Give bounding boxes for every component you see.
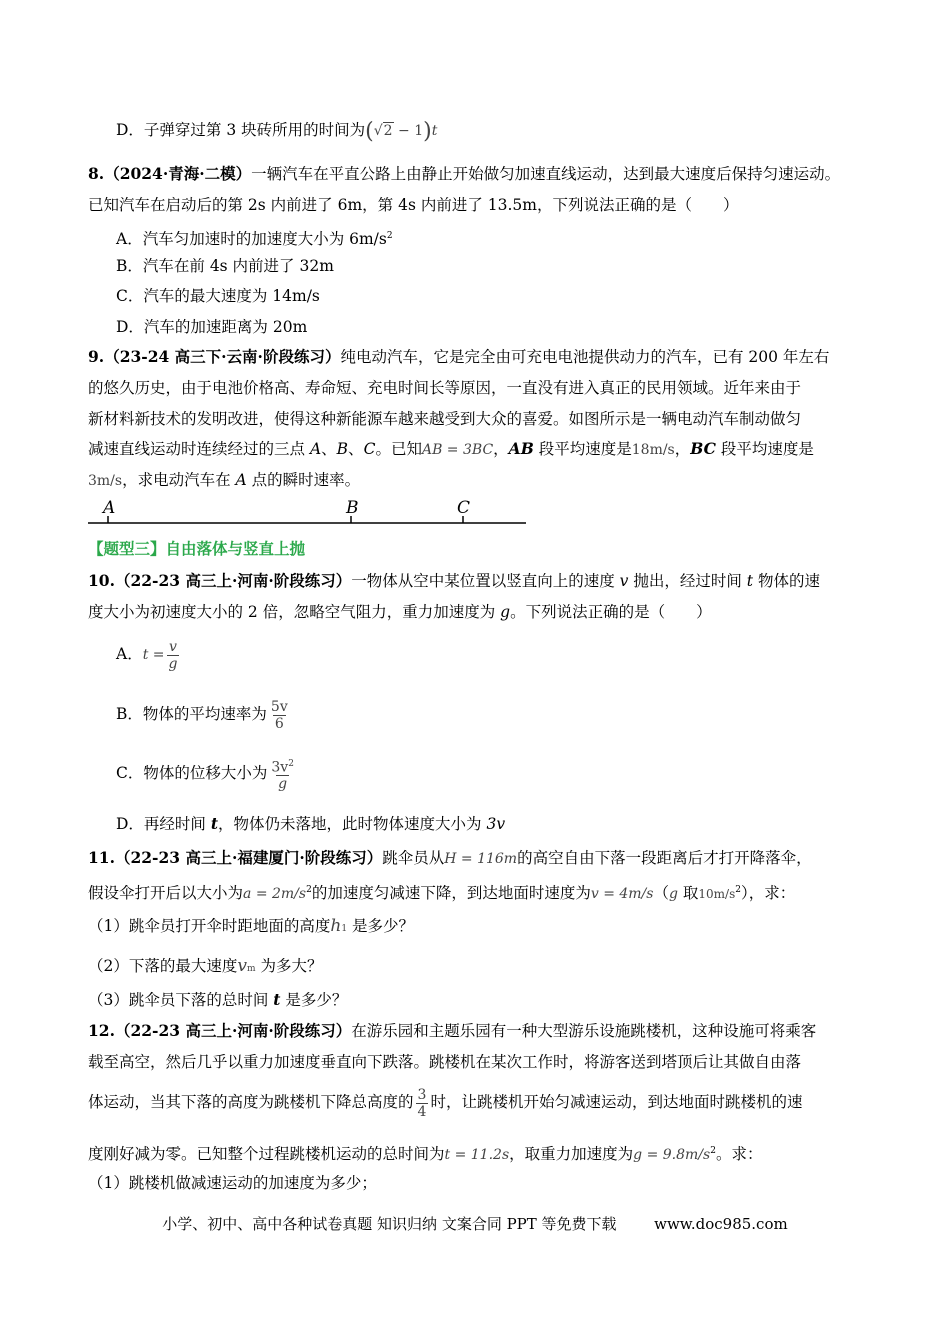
q10-option-c: C．物体的位移大小为 $\frac{3v^2}{g}$ bbox=[116, 755, 298, 792]
q12-stem-line-2: 载至高空，然后几乎以重力加速度垂直向下跌落。跳楼机在某次工作时，将游客送到塔顶后让其做自由落 bbox=[88, 1053, 802, 1071]
q9-stem-line-4: 减速直线运动时连续经过的三点 A、B、C。已知AB = 3BC，AB 段平均速度是18m/s，BC 段平均速度是 bbox=[88, 439, 814, 458]
q12-stem-line-1: 12.（22-23 高三上·河南·阶段练习）在游乐园和主题乐园有一种大型游乐设施跳楼机，这种设施可将乘客 bbox=[88, 1021, 817, 1040]
point-label-c: C bbox=[457, 498, 471, 518]
q10-stem-line-1: 10.（22-23 高三上·河南·阶段练习）一物体从空中某位置以竖直向上的速度 v 抛出，经过时间 t 物体的速 bbox=[88, 571, 820, 590]
q9-stem-line-3: 新材料新技术的发明改进，使得这种新能源车越来越受到大众的喜爱。如图所示是一辆电动汽车制动做匀 bbox=[88, 410, 802, 428]
q7-option-d-text: D．子弹穿过第 3 块砖所用的时间为 bbox=[116, 121, 366, 139]
q11-stem-line-2: 假设伞打开后以大小为$a = 2m/s^2$的加速度匀减速下降，到达地面时速度为v = 4m/s（g 取$10m/s^2$），求： bbox=[88, 884, 796, 903]
q8-stem-line-1: 8.（2024·青海·二模）一辆汽车在平直公路上由静止开始做匀加速直线运动，达到最大速度后保持匀速运动。 bbox=[88, 164, 841, 183]
section-heading: 【题型三】自由落体与竖直上抛 bbox=[88, 539, 306, 558]
q10-stem-line-2: 度大小为初速度大小的 2 倍，忽略空气阻力，重力加速度为 g。下列说法正确的是（ ） bbox=[88, 603, 712, 621]
page-footer bbox=[0, 1213, 950, 1234]
q9-stem-line-2: 的悠久历史，由于电池价格高、寿命短、充电时间长等原因，一直没有进入真正的民用领域。近年来由于 bbox=[88, 379, 802, 397]
paren-close: ) bbox=[423, 119, 432, 144]
q9-line-figure bbox=[86, 494, 530, 528]
q12-stem-line-4: 度刚好减为零。已知整个过程跳楼机运动的总时间为t = 11.2s，取重力加速度为$g = 9.8m/s^2$。求： bbox=[88, 1145, 763, 1164]
fraction: $\frac{3}{4}$ bbox=[417, 1086, 427, 1120]
sqrt-expression: √2 − 1 bbox=[373, 123, 424, 139]
fraction: $\frac{3v^2}{g}$ bbox=[271, 758, 294, 793]
footer-url[interactable]: www.doc985.com bbox=[654, 1215, 788, 1233]
point-label-a: A bbox=[103, 498, 116, 518]
q12-stem-line-3: 体运动，当其下落的高度为跳楼机下降总高度的 $\frac{3}{4}$ 时，让跳楼机开始匀减速运动，到达地面时跳楼机的速 bbox=[88, 1086, 803, 1120]
q12-sub-1: （1）跳楼机做减速运动的加速度为多少； bbox=[88, 1174, 377, 1192]
q8-option-b: B．汽车在前 4s 内前进了 32m bbox=[116, 257, 334, 275]
fraction: $\frac{5v}{6}$ bbox=[270, 698, 288, 732]
q9-stem-line-5: 3m/s，求电动汽车在 A 点的瞬时速率。 bbox=[88, 471, 361, 489]
q8-option-d: D．汽车的加速距离为 20m bbox=[116, 318, 308, 336]
q10-option-a: A．t = $\frac{v}{g}$ bbox=[116, 638, 178, 672]
q11-sub-1: （1）跳伞员打开伞时距地面的高度h1 是多少？ bbox=[88, 916, 414, 936]
q10-option-b: B．物体的平均速率为 $\frac{5v}{6}$ bbox=[116, 698, 288, 732]
point-label-b: B bbox=[346, 498, 359, 518]
fraction: $\frac{v}{g}$ bbox=[168, 638, 178, 672]
q8-option-c: C．汽车的最大速度为 14m/s bbox=[116, 287, 320, 305]
q8-option-a: A．汽车匀加速时的加速度大小为 $6m/s^2$ bbox=[116, 230, 393, 249]
q8-stem-line-2: 已知汽车在启动后的第 2s 内前进了 6m，第 4s 内前进了 13.5m，下列说法正确的是（ ） bbox=[88, 196, 739, 214]
q7-option-d: D．子弹穿过第 3 块砖所用的时间为(√2 − 1)t bbox=[116, 119, 438, 144]
q11-sub-2: （2）下落的最大速度vm 为多大？ bbox=[88, 956, 323, 976]
q10-option-d: D．再经时间 t，物体仍未落地，此时物体速度大小为 3v bbox=[116, 814, 506, 833]
q11-stem-line-1: 11.（22-23 高三上·福建厦门·阶段练习）跳伞员从H = 116m的高空自由下落一段距离后才打开降落伞， bbox=[88, 848, 812, 867]
paren-open: ( bbox=[365, 119, 374, 144]
footer-text: 小学、初中、高中各种试卷真题 知识归纳 文案合同 PPT 等免费下载 bbox=[162, 1215, 617, 1233]
q11-sub-3: （3）跳伞员下落的总时间 t 是多少？ bbox=[88, 990, 348, 1009]
q9-stem-line-1: 9.（23-24 高三下·云南·阶段练习）纯电动汽车，它是完全由可充电电池提供动力的汽车，已有 200 年左右 bbox=[88, 347, 830, 366]
